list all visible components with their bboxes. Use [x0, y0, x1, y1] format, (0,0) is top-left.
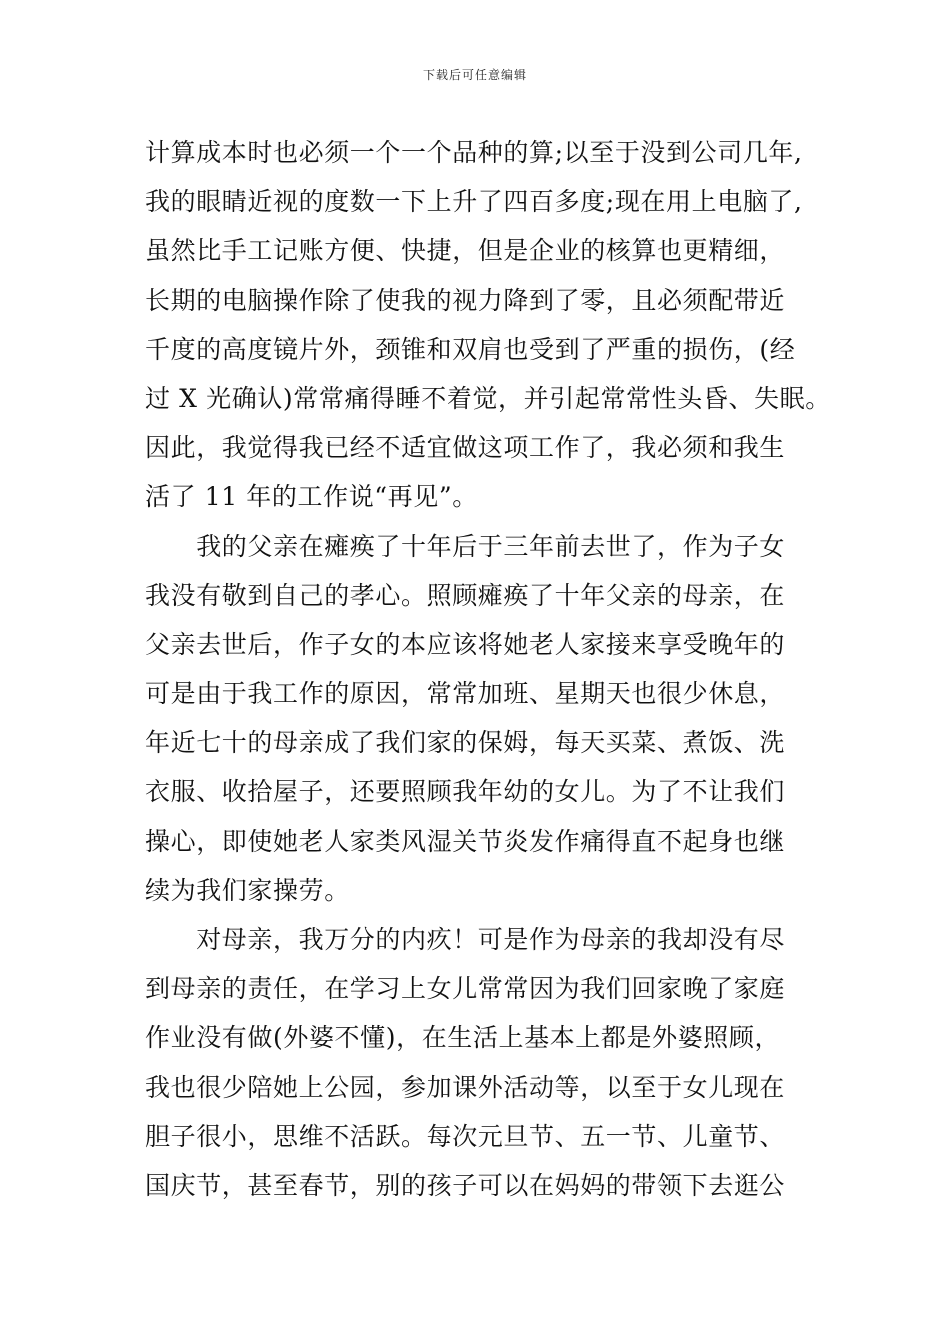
paragraph-start-line: 对母亲，我万分的内疚！可是作为母亲的我却没有尽 [145, 925, 786, 954]
text-line: 可是由于我工作的原因，常常加班、星期天也很少休息， [145, 679, 786, 709]
text-line: 过 X 光确认)常常痛得睡不着觉，并引起常常性头昏、失眠。 [145, 383, 831, 413]
text-line: 虽然比手工记账方便、快捷，但是企业的核算也更精细， [145, 236, 786, 266]
text-line: 作业没有做(外婆不懂)，在生活上基本上都是外婆照顾， [145, 1023, 781, 1053]
text-line: 长期的电脑操作除了使我的视力降到了零，且必须配带近 [145, 285, 786, 315]
text-line: 胆子很小，思维不活跃。每次元旦节、五一节、儿童节、 [145, 1121, 786, 1151]
paragraph-start-line: 我的父亲在瘫痪了十年后于三年前去世了，作为子女 [145, 531, 786, 561]
text-line: 年近七十的母亲成了我们家的保姆，每天买菜、煮饭、洗 [145, 728, 786, 758]
text-line: 计算成本时也必须一个一个品种的算;以至于没到公司几年, [145, 138, 803, 167]
body-text [145, 128, 835, 1210]
text-line: 操心，即使她老人家类风湿关节炎发作痛得直不起身也继 [145, 826, 786, 856]
text-line: 到母亲的责任，在学习上女儿常常因为我们回家晚了家庭 [145, 974, 786, 1004]
text-line: 活了 11 年的工作说“再见”。 [145, 482, 478, 512]
text-line: 父亲去世后，作子女的本应该将她老人家接来享受晚年的 [145, 629, 786, 659]
text-line: 国庆节，甚至春节，别的孩子可以在妈妈的带领下去逛公 [145, 1170, 786, 1200]
text-line: 我也很少陪她上公园，参加课外活动等，以至于女儿现在 [145, 1072, 786, 1102]
text-line: 衣服、收拾屋子，还要照顾我年幼的女儿。为了不让我们 [145, 777, 786, 807]
text-line: 我的眼睛近视的度数一下上升了四百多度;现在用上电脑了, [145, 187, 803, 217]
text-line: 续为我们家操劳。 [145, 875, 350, 905]
text-line: 我没有敬到自己的孝心。照顾瘫痪了十年父亲的母亲，在 [145, 580, 786, 610]
text-line: 因此，我觉得我已经不适宜做这项工作了，我必须和我生 [145, 433, 786, 463]
header-note: 下载后可任意编辑 [422, 68, 527, 82]
text-line: 千度的高度镜片外，颈锥和双肩也受到了严重的损伤，(经 [145, 334, 796, 364]
